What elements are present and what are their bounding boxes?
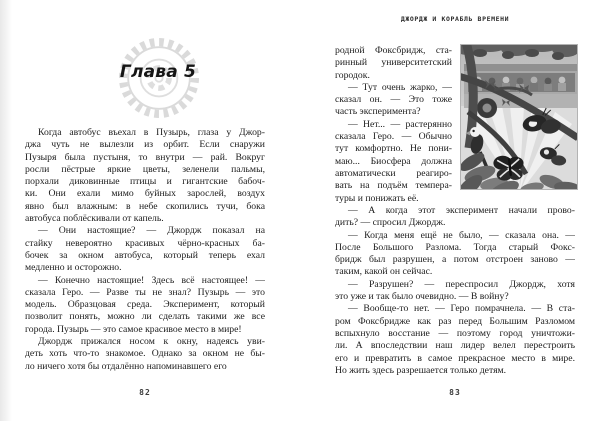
paragraph bbox=[25, 275, 265, 336]
text-line: модель. Образцовая среда. Эксперимент, который bbox=[25, 299, 265, 311]
paragraph bbox=[335, 205, 575, 230]
text-line: — Разрушен? — переспросил Джордж, хотя bbox=[348, 278, 575, 290]
text-line: — Тут очень жарко, — bbox=[348, 81, 452, 93]
text-line: росли пёстрые яркие цветы, зеленели пальмы, bbox=[25, 163, 265, 175]
text-line: городок. bbox=[335, 69, 370, 81]
text-line: Джордж прижался носом к окну, надеясь уви- bbox=[38, 336, 265, 348]
text-line: часть эксперимента? bbox=[335, 106, 421, 118]
text-line: деть хоть что-то знакомое. Однако за окном не бы- bbox=[25, 348, 265, 360]
text-line: порхали диковинные птицы и гигантские бабоч- bbox=[25, 176, 265, 188]
right-page bbox=[300, 0, 600, 421]
text-line: — Конечно настоящие! Здесь всё настоящее! — bbox=[38, 274, 265, 286]
text-line: ринный университетский bbox=[335, 57, 452, 69]
text-line: После Большого Разлома. Тогда старый Фокс- bbox=[335, 241, 575, 253]
text-line: явно был влажным: в небе скопились тучи, бока bbox=[25, 200, 265, 212]
text-line: — А когда этот эксперимент начали прово- bbox=[348, 205, 575, 216]
text-line: сказала Геро. — Разве ты не знал? Пузырь — это bbox=[25, 286, 265, 298]
running-header: ДЖОРДЖ И КОРАБЛЬ ВРЕМЕНИ bbox=[400, 15, 510, 23]
text-line: родной Фоксбридж, ста- bbox=[335, 45, 452, 56]
right-page-body-text-wide bbox=[335, 205, 575, 377]
text-line: маю... Биосфера должна bbox=[335, 155, 452, 167]
text-line: ло ничего хотя бы отдалённо напоминавшего его bbox=[25, 360, 227, 372]
right-page-body-text-narrow bbox=[335, 45, 452, 205]
paragraph bbox=[335, 230, 575, 279]
text-line: стайку невероятно красивых чёрно-красных ба- bbox=[25, 237, 265, 249]
chapter-illustration bbox=[460, 44, 578, 190]
text-line: автоматически реагиро- bbox=[335, 167, 452, 179]
paragraph bbox=[25, 336, 265, 373]
text-line: — Когда меня ещё не было, — сказала она. — bbox=[348, 229, 575, 241]
paragraph bbox=[335, 119, 452, 205]
paragraph bbox=[25, 225, 265, 274]
paragraph bbox=[335, 279, 575, 304]
text-line: тут комфортно. Не пони- bbox=[335, 143, 452, 155]
text-line: ром Фоксбридже как раз перед Большим Разломом bbox=[335, 315, 575, 327]
text-line: сказала Геро. — Обычно bbox=[335, 131, 452, 143]
page-number-right: 83 bbox=[449, 388, 461, 397]
text-line: ки. Они ехали мимо буйных зарослей, воздух bbox=[25, 188, 265, 200]
text-line: Но жить здесь разрешается только детям. bbox=[335, 364, 507, 376]
paragraph bbox=[335, 45, 452, 82]
text-line: автобуса поблёскивали от капель. bbox=[25, 213, 164, 225]
text-line: сказал он. — Это тоже bbox=[335, 94, 452, 106]
left-page-body-text bbox=[25, 127, 265, 373]
text-line: — Нет... — растерянно bbox=[348, 118, 452, 130]
text-line: дить? — спросил Джордж. bbox=[335, 217, 446, 229]
text-line: бочек за окном автобуса, который теперь ехал bbox=[25, 249, 265, 261]
text-line: это уже и так было очевидно. — В войну? bbox=[335, 291, 509, 303]
text-line: Когда автобус въехал в Пузырь, глаза у Джор- bbox=[38, 127, 265, 138]
text-line: джа чуть не вылезли из орбит. Если снаружи bbox=[25, 139, 265, 151]
paragraph bbox=[335, 303, 575, 377]
paragraph bbox=[25, 127, 265, 225]
text-line: медленно и осторожно. bbox=[25, 262, 122, 274]
chapter-title: Глава 5 bbox=[119, 62, 197, 82]
page-number-left: 82 bbox=[139, 388, 151, 397]
text-line: туры и понижать её. bbox=[335, 192, 419, 204]
text-line: ли. А впоследствии наш лидер велел перестроить bbox=[335, 340, 575, 352]
chapter-heading bbox=[25, 32, 265, 122]
paragraph bbox=[335, 82, 452, 119]
text-line: — Вообще-то нет. — Геро помрачнела. — В ста- bbox=[348, 303, 575, 315]
text-line: города. Пузырь — это самое красивое место в мире! bbox=[25, 323, 242, 335]
text-line: Пузыря была пустыня, то внутри — рай. Вокруг bbox=[25, 151, 265, 163]
text-line: вспыхнуло восстание — поэтому город уничтожи- bbox=[335, 327, 575, 339]
text-line: бридж был разрушен, а потом отстроен заново — bbox=[335, 254, 575, 266]
text-line: вать на подъём темпера- bbox=[335, 180, 452, 192]
text-line: — Они настоящие? — Джордж показал на bbox=[38, 225, 265, 237]
text-line: его и превратить в самое прекрасное место в мире. bbox=[335, 352, 575, 364]
text-line: таким, какой он сейчас. bbox=[335, 266, 433, 278]
text-line: позволит понять, можно ли сделать такими же все bbox=[25, 311, 265, 323]
